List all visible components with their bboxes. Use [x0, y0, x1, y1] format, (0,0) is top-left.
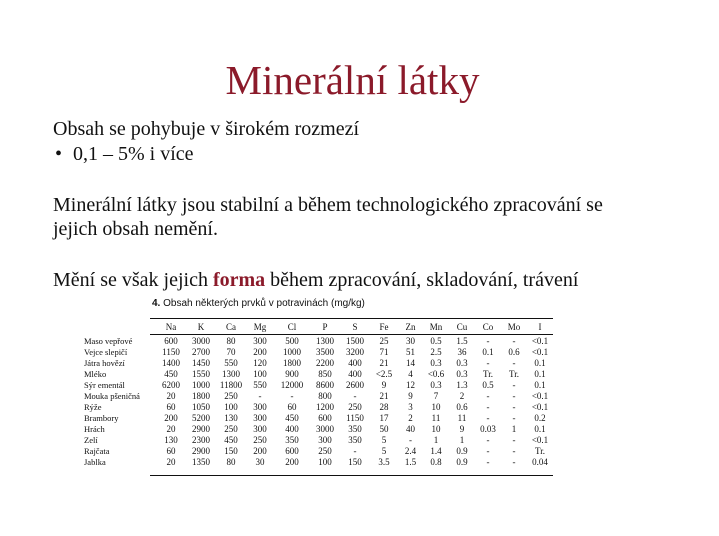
- value-cell-zn: 12: [406, 380, 415, 390]
- value-cell-cu: 0.6: [456, 402, 468, 412]
- value-cell-na: 20: [166, 391, 176, 401]
- value-cell-s: 400: [348, 358, 362, 368]
- bullet-item: [55, 142, 194, 166]
- value-cell-zn: 2.4: [404, 446, 417, 456]
- table-row: [84, 457, 553, 468]
- value-cell-co: -: [486, 336, 490, 346]
- value-cell-mo: 0.6: [508, 347, 520, 357]
- value-cell-i: 0.04: [532, 457, 548, 467]
- value-cell-mn: 10: [431, 402, 441, 412]
- table-row: [84, 391, 553, 402]
- value-cell-fe: 17: [379, 413, 389, 423]
- value-cell-i: 0.2: [534, 413, 546, 423]
- value-cell-mg: 300: [253, 424, 267, 434]
- value-cell-k: 1450: [192, 358, 210, 368]
- value-cell-s: 350: [348, 424, 362, 434]
- value-cell-k: 1800: [192, 391, 210, 401]
- value-cell-i: <0.1: [531, 347, 549, 357]
- stability-line-2: jejich obsah nemění.: [53, 218, 218, 240]
- value-cell-i: 0.1: [534, 369, 546, 379]
- value-cell-p: 2200: [316, 358, 334, 368]
- value-cell-fe: 9: [381, 380, 387, 390]
- value-cell-s: 350: [348, 435, 362, 445]
- value-cell-mo: -: [512, 413, 516, 423]
- value-cell-zn: -: [409, 435, 412, 445]
- value-cell-mn: 2.5: [430, 347, 442, 357]
- value-cell-i: <0.1: [531, 402, 549, 412]
- stability-paragraph: [53, 193, 603, 241]
- value-cell-p: 3000: [316, 424, 334, 434]
- table-row: [84, 446, 553, 457]
- table-row: [84, 369, 553, 380]
- value-cell-cl: 60: [287, 402, 297, 412]
- column-header-cu: Cu: [456, 321, 468, 332]
- column-header-food: [84, 320, 156, 334]
- value-cell-cu: 0.9: [456, 457, 468, 467]
- value-cell-zn: 40: [406, 424, 415, 434]
- value-cell-na: 200: [164, 413, 178, 423]
- value-cell-co: -: [486, 358, 490, 368]
- value-cell-mn: 1.4: [430, 446, 442, 456]
- value-cell-mg: 550: [253, 380, 267, 390]
- value-cell-cl: 600: [285, 446, 299, 456]
- column-header-k: K: [197, 321, 205, 332]
- value-cell-mn: 0.3: [430, 380, 442, 390]
- value-cell-mg: 300: [253, 402, 267, 412]
- value-cell-mg: 100: [253, 369, 267, 379]
- food-name-cell: Sýr ementál: [84, 380, 125, 390]
- value-cell-co: 0.5: [482, 380, 494, 390]
- value-cell-cl: 1000: [283, 347, 301, 357]
- value-cell-fe: 21: [379, 358, 389, 368]
- value-cell-co: Tr.: [483, 369, 493, 379]
- value-cell-co: 0.03: [480, 424, 496, 434]
- value-cell-mg: 300: [253, 336, 267, 346]
- stability-line-1: Minerální látky jsou stabilní a během technologického zpracování se: [53, 194, 603, 216]
- value-cell-zn: 9: [408, 391, 413, 401]
- value-cell-cl: 400: [285, 424, 299, 434]
- column-header-s: S: [352, 321, 358, 332]
- bullet-symbol: •: [55, 143, 63, 165]
- value-cell-fe: 5: [381, 435, 387, 445]
- table-row: [84, 334, 553, 347]
- value-cell-s: -: [353, 446, 357, 456]
- value-cell-mo: -: [512, 435, 516, 445]
- value-cell-i: <0.1: [531, 435, 549, 445]
- value-cell-mg: 300: [253, 413, 267, 423]
- range-statement: Obsah se pohybuje v širokém rozmezí: [53, 118, 360, 140]
- value-cell-p: 800: [318, 391, 332, 401]
- value-cell-cl: 350: [285, 435, 299, 445]
- value-cell-zn: 3: [408, 402, 413, 412]
- value-cell-cl: 200: [285, 457, 299, 467]
- value-cell-s: 2600: [346, 380, 364, 390]
- value-cell-s: 1500: [346, 336, 364, 346]
- value-cell-mo: -: [512, 358, 516, 368]
- food-name-cell: Játra hovězí: [84, 358, 125, 368]
- value-cell-k: 5200: [192, 413, 210, 423]
- value-cell-fe: 28: [379, 402, 389, 412]
- value-cell-fe: 21: [379, 391, 389, 401]
- value-cell-i: <0.1: [531, 391, 549, 401]
- value-cell-mn: 0.3: [430, 358, 442, 368]
- value-cell-cl: 500: [285, 336, 299, 346]
- value-cell-co: -: [486, 413, 490, 423]
- value-cell-mg: 200: [253, 347, 267, 357]
- value-cell-mn: 11: [431, 413, 441, 423]
- value-cell-p: 1300: [316, 336, 334, 346]
- value-cell-na: 6200: [162, 380, 180, 390]
- table-row: [84, 358, 553, 369]
- value-cell-mn: 0.5: [430, 336, 442, 346]
- value-cell-p: 8600: [316, 380, 334, 390]
- value-cell-na: 1150: [162, 347, 180, 357]
- value-cell-zn: 4: [408, 369, 413, 379]
- column-header-fe: Fe: [379, 321, 389, 332]
- value-cell-zn: 1.5: [404, 457, 417, 467]
- value-cell-mg: 200: [253, 446, 267, 456]
- table-row: [84, 424, 553, 435]
- food-name-cell: Vejce slepičí: [84, 347, 128, 357]
- value-cell-cu: 36: [457, 347, 467, 357]
- table-bottom-rule: [150, 475, 553, 476]
- value-cell-mg: 120: [253, 358, 267, 368]
- value-cell-mo: -: [512, 380, 516, 390]
- value-cell-co: -: [486, 402, 490, 412]
- food-name-cell: Brambory: [84, 413, 119, 423]
- column-header-mn: Mn: [429, 321, 443, 332]
- value-cell-ca: 250: [224, 391, 238, 401]
- value-cell-zn: 14: [406, 358, 415, 368]
- value-cell-cu: 9: [459, 424, 465, 434]
- value-cell-k: 2900: [192, 424, 210, 434]
- food-name-cell: Mléko: [84, 369, 107, 379]
- form-emphasis: forma: [212, 269, 266, 291]
- value-cell-fe: 71: [379, 347, 389, 357]
- value-cell-mo: Tr.: [509, 369, 519, 379]
- table-body: [84, 334, 553, 468]
- table-caption-text: Obsah některých prvků v potravinách (mg/kg): [160, 298, 365, 309]
- value-cell-mn: <0.6: [427, 369, 445, 379]
- value-cell-ca: 150: [224, 446, 238, 456]
- column-header-cl: Cl: [287, 321, 297, 332]
- value-cell-s: 250: [348, 402, 362, 412]
- column-header-p: P: [322, 321, 328, 332]
- value-cell-s: 1150: [346, 413, 364, 423]
- value-cell-cu: 2: [459, 391, 465, 401]
- value-cell-mo: 1: [511, 424, 517, 434]
- value-cell-na: 20: [166, 457, 176, 467]
- value-cell-s: 400: [348, 369, 362, 379]
- value-cell-ca: 100: [224, 402, 238, 412]
- food-name-cell: Hrách: [84, 424, 105, 434]
- value-cell-p: 300: [318, 435, 332, 445]
- mineral-content-table: [84, 320, 553, 468]
- food-name-cell: Rajčata: [84, 446, 110, 456]
- value-cell-mo: -: [512, 391, 516, 401]
- value-cell-k: 2300: [192, 435, 210, 445]
- value-cell-mo: -: [512, 446, 516, 456]
- value-cell-mo: -: [512, 402, 516, 412]
- value-cell-na: 450: [164, 369, 178, 379]
- value-cell-cu: 11: [457, 413, 467, 423]
- table-header-row: [84, 320, 553, 334]
- column-header-ca: Ca: [226, 321, 236, 332]
- value-cell-mn: 1: [433, 435, 439, 445]
- value-cell-k: 1000: [192, 380, 210, 390]
- value-cell-p: 3500: [316, 347, 334, 357]
- value-cell-cu: 1: [459, 435, 465, 445]
- value-cell-cu: 1.5: [456, 336, 468, 346]
- table-caption: [152, 298, 365, 310]
- value-cell-zn: 2: [408, 413, 413, 423]
- value-cell-i: <0.1: [531, 336, 549, 346]
- value-cell-mo: -: [512, 457, 516, 467]
- value-cell-ca: 11800: [219, 380, 243, 390]
- value-cell-cu: 0.3: [456, 358, 468, 368]
- value-cell-ca: 80: [226, 457, 236, 467]
- value-cell-k: 2700: [192, 347, 210, 357]
- value-cell-mn: 7: [433, 391, 439, 401]
- column-header-zn: Zn: [405, 321, 416, 332]
- value-cell-i: 0.1: [534, 424, 546, 434]
- food-name-cell: Maso vepřové: [84, 336, 133, 346]
- column-header-na: Na: [165, 321, 177, 332]
- form-change-paragraph: [53, 268, 578, 292]
- value-cell-zn: 30: [406, 336, 415, 346]
- value-cell-ca: 550: [224, 358, 238, 368]
- value-cell-i: Tr.: [535, 446, 545, 456]
- value-cell-co: -: [486, 435, 490, 445]
- food-name-cell: Jablka: [84, 457, 106, 467]
- value-cell-mn: 10: [431, 424, 441, 434]
- value-cell-ca: 450: [224, 435, 238, 445]
- slide-title: Minerální látky: [225, 57, 480, 103]
- column-header-i: I: [538, 321, 542, 332]
- value-cell-ca: 80: [226, 336, 236, 346]
- value-cell-na: 130: [164, 435, 178, 445]
- value-cell-k: 1050: [192, 402, 210, 412]
- value-cell-s: 3200: [346, 347, 364, 357]
- value-cell-ca: 130: [224, 413, 238, 423]
- column-header-co: Co: [482, 321, 494, 332]
- value-cell-mn: 0.8: [430, 457, 442, 467]
- value-cell-cu: 0.3: [456, 369, 468, 379]
- bullet-text: 0,1 – 5% i více: [73, 143, 194, 165]
- value-cell-k: 1350: [192, 457, 210, 467]
- value-cell-fe: 5: [381, 446, 387, 456]
- table-top-rule: [150, 318, 553, 319]
- table-row: [84, 380, 553, 391]
- value-cell-p: 1200: [316, 402, 334, 412]
- value-cell-ca: 1300: [222, 369, 240, 379]
- value-cell-zn: 51: [406, 347, 415, 357]
- table-row: [84, 435, 553, 446]
- column-header-mg: Mg: [253, 321, 267, 332]
- value-cell-na: 1400: [162, 358, 180, 368]
- column-header-mo: Mo: [507, 321, 521, 332]
- value-cell-cl: 450: [285, 413, 299, 423]
- value-cell-co: -: [486, 391, 490, 401]
- table-row: [84, 413, 553, 424]
- value-cell-s: -: [353, 391, 357, 401]
- value-cell-mo: -: [512, 336, 516, 346]
- value-cell-s: 150: [348, 457, 362, 467]
- value-cell-fe: 25: [379, 336, 389, 346]
- value-cell-ca: 250: [224, 424, 238, 434]
- value-cell-na: 60: [166, 402, 176, 412]
- value-cell-p: 600: [318, 413, 332, 423]
- value-cell-na: 20: [166, 424, 176, 434]
- value-cell-na: 60: [166, 446, 176, 456]
- value-cell-cl: 900: [285, 369, 299, 379]
- value-cell-co: -: [486, 457, 490, 467]
- value-cell-mg: 30: [255, 457, 265, 467]
- food-name-cell: Rýže: [84, 402, 102, 412]
- value-cell-na: 600: [164, 336, 178, 346]
- value-cell-k: 2900: [192, 446, 210, 456]
- value-cell-mg: 250: [253, 435, 267, 445]
- value-cell-co: -: [486, 446, 490, 456]
- food-name-cell: Mouka pšeničná: [84, 391, 140, 401]
- value-cell-p: 100: [318, 457, 332, 467]
- value-cell-cl: 12000: [280, 380, 304, 390]
- form-text-after: během zpracování, skladování, trávení: [265, 269, 579, 291]
- value-cell-i: 0.1: [534, 380, 546, 390]
- table-row: [84, 402, 553, 413]
- value-cell-cu: 0.9: [456, 446, 468, 456]
- value-cell-ca: 70: [226, 347, 236, 357]
- value-cell-mg: -: [258, 391, 262, 401]
- value-cell-i: 0.1: [534, 358, 546, 368]
- value-cell-p: 250: [318, 446, 332, 456]
- value-cell-fe: 50: [379, 424, 389, 434]
- value-cell-cl: 1800: [283, 358, 301, 368]
- value-cell-cu: 1.3: [456, 380, 468, 390]
- value-cell-cl: -: [290, 391, 294, 401]
- value-cell-fe: 3.5: [378, 457, 390, 467]
- food-name-cell: Zelí: [84, 435, 98, 445]
- table-row: [84, 347, 553, 358]
- value-cell-k: 1550: [192, 369, 210, 379]
- value-cell-p: 850: [318, 369, 332, 379]
- form-text-before: Mění se však jejich: [53, 269, 213, 291]
- value-cell-k: 3000: [192, 336, 210, 346]
- value-cell-co: 0.1: [482, 347, 494, 357]
- value-cell-fe: <2.5: [375, 369, 393, 379]
- table-number: 4.: [152, 298, 161, 309]
